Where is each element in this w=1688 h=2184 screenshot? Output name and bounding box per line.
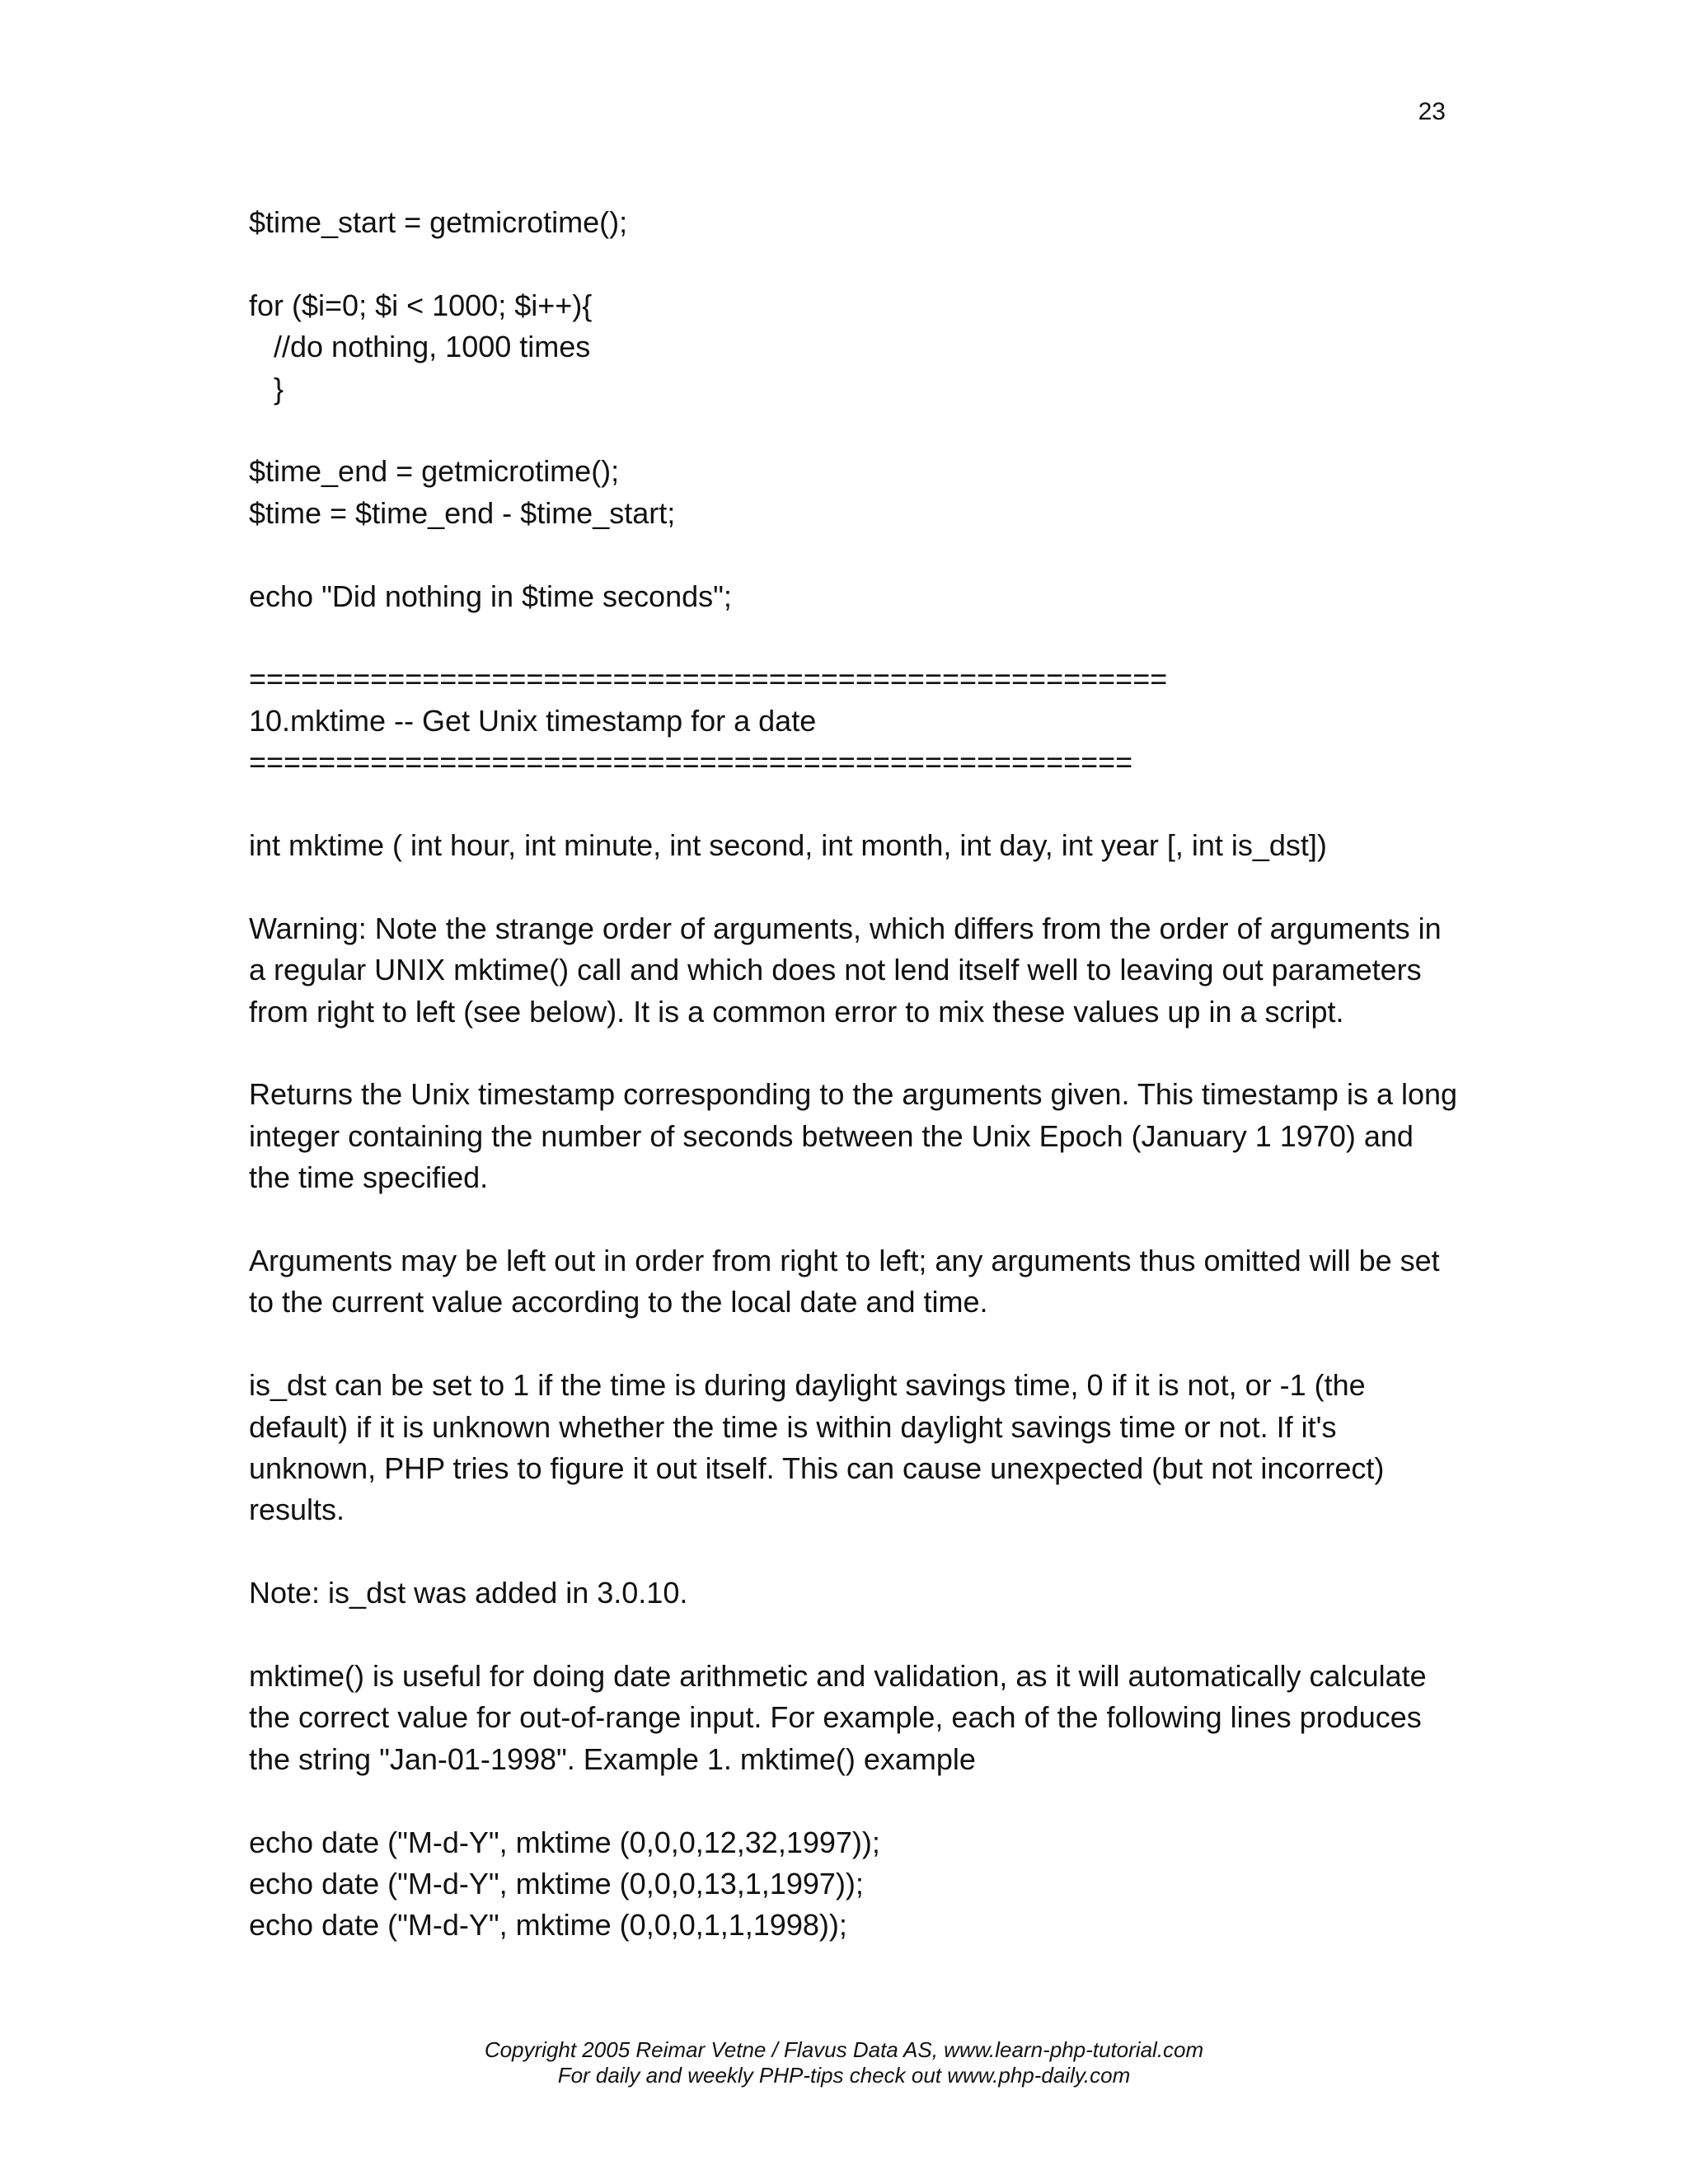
- paragraph-warning: Warning: Note the strange order of arguments, which differs from the order of arguments in a regular UNIX mktime() call and which does not lend itself well to leaving out parameters from right to left (see below). It is a common error to mix these values up in a script.: [249, 911, 1442, 1029]
- page-number: 23: [1418, 98, 1446, 125]
- code-line: echo "Did nothing in $time seconds";: [249, 579, 732, 613]
- section-header: [249, 658, 1461, 825]
- code-line: $time_start = getmicrotime();: [249, 205, 628, 239]
- code-line: $time_end = getmicrotime();: [249, 454, 620, 489]
- code-block-timing: [249, 202, 1461, 658]
- code-line: //do nothing, 1000 times: [249, 330, 591, 364]
- section-rule-top: =====================================================: [249, 662, 1168, 696]
- paragraph-arguments: Arguments may be left out in order from right to left; any arguments thus omitted will be set to the current value according to the local date and time.: [249, 1244, 1440, 1319]
- page-footer: [0, 2037, 1688, 2088]
- paragraph-is-dst: is_dst can be set to 1 if the time is during daylight savings time, 0 if it is not, or -1 (the default) if it is unknown whether the time is within daylight savings time or not. If it's unknown, PHP tries to figure it out itself. This can cause unexpected (but not incorrect) results.: [249, 1368, 1385, 1527]
- paragraph-usage: mktime() is useful for doing date arithmetic and validation, as it will automatically calculate the correct value for out-of-range input. For example, each of the following lines produces the string "Jan-01-1998". Example 1. mktime() example: [249, 1659, 1427, 1776]
- code-line: for ($i=0; $i < 1000; $i++){: [249, 288, 593, 322]
- section-heading: 10.mktime -- Get Unix timestamp for a date: [249, 703, 817, 738]
- function-signature: int mktime ( int hour, int minute, int second, int month, int day, int year [, int is_dst]): [249, 828, 1327, 863]
- page-content: [249, 202, 1461, 1947]
- code-block-example: [249, 1822, 1461, 1947]
- footer-tips: For daily and weekly PHP-tips check out www.php-daily.com: [557, 2063, 1131, 2088]
- section-rule-bottom: ===================================================: [249, 745, 1133, 780]
- code-line: echo date ("M-d-Y", mktime (0,0,0,13,1,1997));: [249, 1867, 864, 1901]
- footer-copyright: Copyright 2005 Reimar Vetne / Flavus Data AS, www.learn-php-tutorial.com: [484, 2037, 1204, 2062]
- paragraph-returns: Returns the Unix timestamp corresponding to the arguments given. This timestamp is a long integer containing the number of seconds between the Unix Epoch (January 1 1970) and the time specified.: [249, 1077, 1458, 1195]
- code-line: $time = $time_end - $time_start;: [249, 495, 676, 530]
- code-line: echo date ("M-d-Y", mktime (0,0,0,12,32,1997));: [249, 1825, 880, 1859]
- paragraph-note: Note: is_dst was added in 3.0.10.: [249, 1576, 688, 1610]
- code-line: }: [249, 371, 284, 405]
- code-line: echo date ("M-d-Y", mktime (0,0,0,1,1,1998));: [249, 1908, 847, 1943]
